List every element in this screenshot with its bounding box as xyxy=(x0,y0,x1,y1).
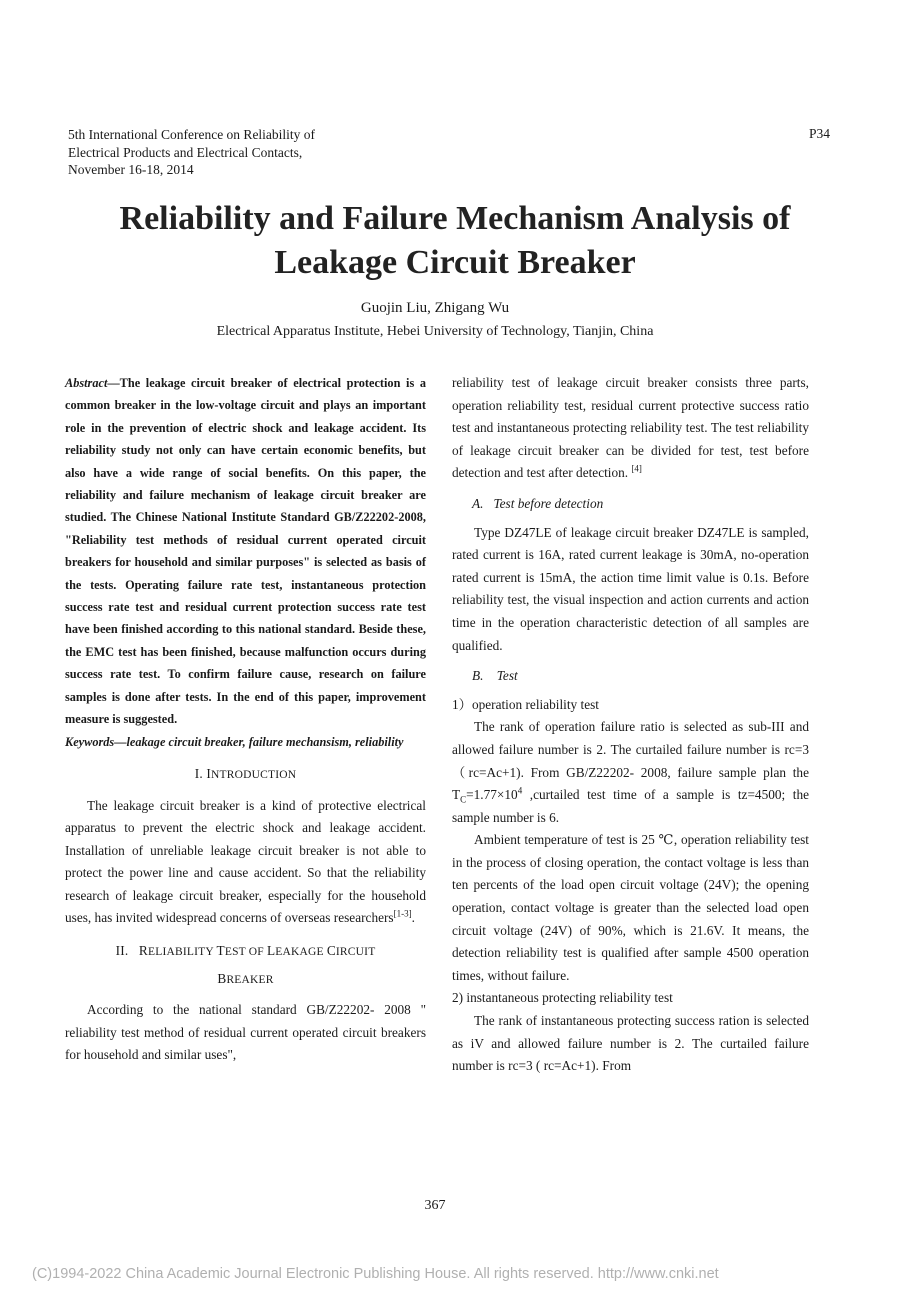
heading-number: II. xyxy=(115,943,129,959)
heading-text: EST OF xyxy=(224,946,267,959)
abstract xyxy=(65,372,426,731)
left-column xyxy=(65,372,426,1067)
section-heading-reliability-test xyxy=(65,940,426,991)
heading-number: I. xyxy=(194,765,203,781)
citation: [4] xyxy=(631,463,642,474)
heading-text: EAKAGE xyxy=(275,946,327,959)
intro-paragraph xyxy=(65,795,426,931)
conference-line: 5th International Conference on Reliability of xyxy=(68,127,316,142)
subsection-a-text: Type DZ47LE of leakage circuit breaker DZ47LE is sampled, rated current is 16A, rated current leakage is 30mA, no-operation rated current is 15mA, the action time limit value is 0.1s. Before reliability test, the visual inspection and action currents and action time in the operation characteristic detection of all samples are qualified. xyxy=(452,524,809,653)
text: The rank of operation failure ratio is selected as sub-III and allowed failure number is 2. The curtailed failure number is rc=3（rc=Ac+1). From GB/Z22202- 2008, failure sample plan the T xyxy=(452,719,809,803)
sec2-text: According to the national standard GB/Z22202- 2008 " reliability test method of residual current operated circuit breakers for household and similar uses", xyxy=(65,1002,426,1063)
heading-initial: B xyxy=(217,970,227,986)
copyright-footer: (C)1994-2022 China Academic Journal Electronic Publishing House. All rights reserved. http://www.cnki.net xyxy=(32,1266,719,1282)
heading-text: REAKER xyxy=(226,973,274,986)
subsection-title: Test xyxy=(496,668,518,684)
right-column xyxy=(452,372,809,1078)
heading-initial: R xyxy=(138,943,148,959)
affiliation: Electrical Apparatus Institute, Hebei University of Technology, Tianjin, China xyxy=(216,324,654,339)
subsection-a-heading xyxy=(472,493,809,516)
subsection-title: Test before detection xyxy=(493,495,604,511)
abstract-lead: Abstract xyxy=(65,376,108,390)
conference-line: November 16-18, 2014 xyxy=(68,162,194,177)
sec2-paragraph-start xyxy=(65,999,426,1067)
intro-end: . xyxy=(411,910,415,926)
title-line: Leakage Circuit Breaker xyxy=(274,244,636,281)
item-1-paragraph-1 xyxy=(452,716,809,829)
citation: [1-3] xyxy=(393,909,412,920)
title-line: Reliability and Failure Mechanism Analysis of xyxy=(119,200,791,237)
sec2-text-continued: reliability test of leakage circuit breaker consists three parts, operation reliability test, residual current protective success ratio test and instantaneous protecting reliability test. The test reliability of leakage circuit breaker can be divided for test, test before detection and test after detection. xyxy=(452,375,809,481)
heading-initial: C xyxy=(326,943,336,959)
sec2-cite-line xyxy=(631,465,642,480)
heading-initial: L xyxy=(266,943,276,959)
heading-text: ELIABILITY xyxy=(148,946,217,959)
conference-info xyxy=(68,126,388,179)
page-code: P34 xyxy=(808,126,830,141)
keywords: Keywords—leakage circuit breaker, failure mechansism, reliability xyxy=(65,734,404,749)
item-2-title: 2) instantaneous protecting reliability test xyxy=(452,990,673,1006)
heading-initial: I xyxy=(206,765,212,781)
heading-text: IRCUIT xyxy=(335,946,376,959)
page-number: 367 xyxy=(424,1198,446,1213)
heading-text: NTRODUCTION xyxy=(211,768,297,781)
paper-title xyxy=(40,197,870,285)
sec2-paragraph-continued xyxy=(452,372,809,485)
abstract-dash: — xyxy=(107,376,120,390)
subsection-label: A. xyxy=(472,495,484,511)
superscript: 4 xyxy=(517,785,523,796)
authors: Guojin Liu, Zhigang Wu xyxy=(360,300,510,316)
heading-initial: T xyxy=(216,943,225,959)
conference-line: Electrical Products and Electrical Contacts, xyxy=(68,144,303,160)
item-1-paragraph-2: Ambient temperature of test is 25 ℃, operation reliability test in the process of closing operation, the contact voltage is less than ten percents of the load open circuit voltage (24V); the opening operation, contact voltage is greater than the selected load open circuit voltage (24V) of 90%, which is 21.6V. It means, the detection reliability test is qualified after sample 4500 operation times, without failure. xyxy=(452,832,809,983)
intro-text: The leakage circuit breaker is a kind of protective electrical apparatus to prevent the electric shock and leakage accident. Installation of unreliable leakage circuit breaker is not able to protect the power line and cause accident. So that the reliability research of leakage circuit breaker, especially for the household uses, has invited widespread concerns of overseas researchers xyxy=(65,797,426,926)
abstract-text: The leakage circuit breaker of electrical protection is a common breaker in the low-voltage circuit and plays an important role in the prevention of electric shock and leakage accident. Its reliability study not only can have certain economic benefits, but also have a wide range of social benefits. On this paper, the reliability and failure mechanism of leakage circuit breaker are studied. The Chinese National Institute Standard GB/Z22202-2008, "Reliability test methods of residual current operated circuit breakers for household and similar purposes" is selected as basis of the tests. Operating failure rate test, instantaneous protection success rate test and residual current protection success rate test have been finished according to this national standard. Beside these, the EMC test has been finished, because malfunction occurs during success rate test. To confirm failure cause, research on failure samples is done after tests. In the end of this paper, improvement measure is suggested. xyxy=(65,376,426,727)
section-heading-introduction xyxy=(65,763,426,787)
subsection-b-heading xyxy=(472,665,809,688)
text: ,curtailed test time of a sample is tz=4500; the sample number is 6. xyxy=(452,787,809,825)
subscript: C xyxy=(460,794,467,805)
subsection-label: B. xyxy=(472,668,484,684)
item-2-paragraph-1: The rank of instantaneous protecting success ration is selected as iV and allowed failure number is 2. The curtailed failure number is rc=3 ( rc=Ac+1). From xyxy=(452,1013,809,1074)
text: =1.77×10 xyxy=(466,787,518,803)
item-1-title: 1）operation reliability test xyxy=(452,696,599,712)
